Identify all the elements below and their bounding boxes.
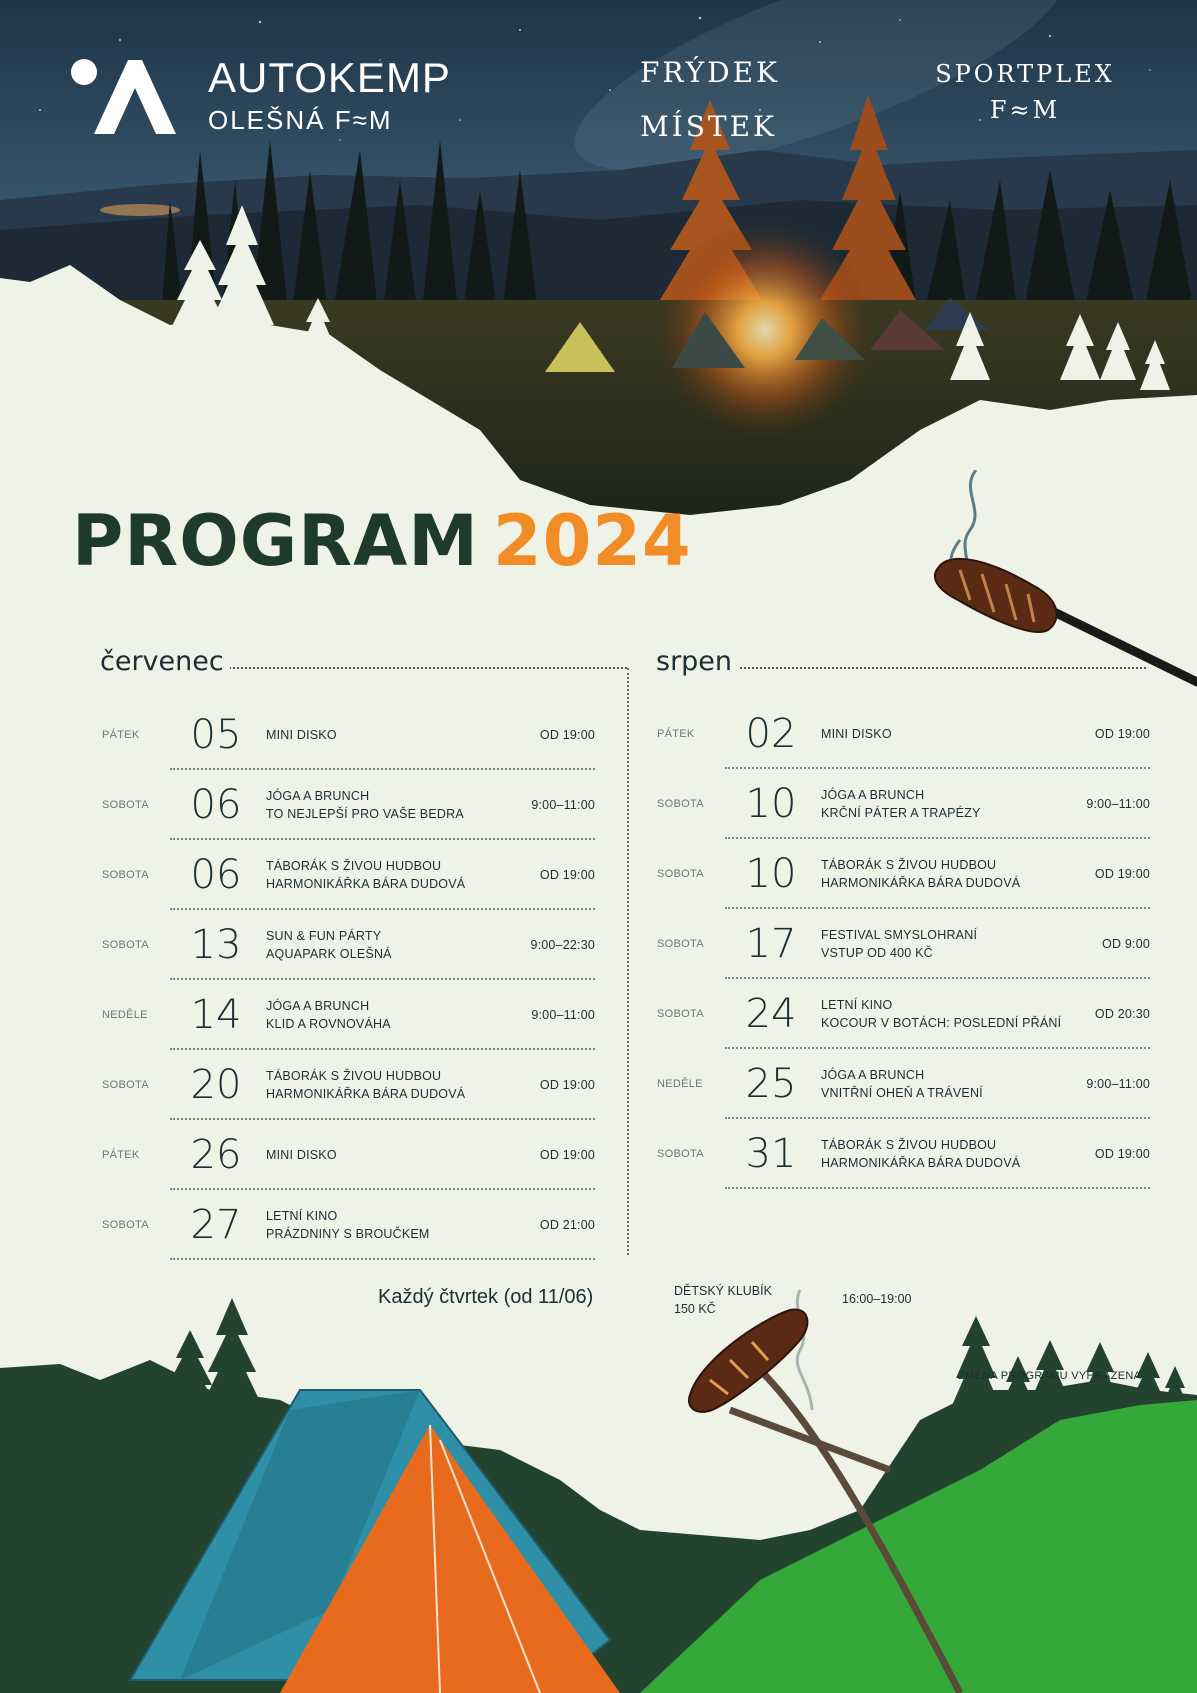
event-subtitle: HARMONIKÁŘKA BÁRA DUDOVÁ bbox=[266, 1087, 466, 1101]
event-title: JÓGA A BRUNCH bbox=[821, 788, 925, 802]
event-title: TÁBORÁK S ŽIVOU HUDBOU bbox=[266, 859, 442, 873]
event-date: 25 bbox=[745, 1061, 797, 1107]
row-separator bbox=[725, 1187, 1150, 1189]
event-date: 05 bbox=[190, 712, 242, 758]
event-title: LETNÍ KINO bbox=[821, 998, 893, 1012]
page-title bbox=[72, 500, 692, 582]
event-description bbox=[821, 856, 1020, 892]
event-time: OD 19:00 bbox=[539, 1078, 595, 1092]
event-date: 06 bbox=[190, 782, 242, 828]
event-row bbox=[102, 980, 595, 1050]
month-july-title: červenec bbox=[100, 646, 230, 677]
event-weekday: SOBOTA bbox=[102, 1219, 149, 1231]
event-title: TÁBORÁK S ŽIVOU HUDBOU bbox=[821, 1138, 997, 1152]
event-subtitle: VSTUP OD 400 KČ bbox=[821, 946, 933, 960]
event-title: SUN & FUN PÁRTY bbox=[266, 929, 382, 943]
event-weekday: NEDĚLE bbox=[657, 1078, 703, 1090]
event-subtitle: PRÁZDNINY S BROUČKEM bbox=[266, 1227, 430, 1241]
event-row bbox=[102, 770, 595, 840]
event-row bbox=[102, 1190, 595, 1260]
hero-photo bbox=[0, 0, 1197, 530]
event-description bbox=[266, 787, 464, 823]
title-year: 2024 bbox=[492, 500, 692, 582]
event-description bbox=[266, 927, 392, 963]
event-weekday: SOBOTA bbox=[102, 939, 149, 951]
brand-subtitle: OLEŠNÁ F≈M bbox=[208, 105, 393, 135]
event-row bbox=[657, 909, 1150, 979]
event-description bbox=[821, 725, 892, 743]
event-weekday: PÁTEK bbox=[102, 1149, 140, 1161]
event-subtitle: KLID A ROVNOVÁHA bbox=[266, 1017, 391, 1031]
event-description bbox=[821, 1136, 1020, 1172]
event-row bbox=[657, 839, 1150, 909]
event-time: 9:00–11:00 bbox=[531, 1008, 595, 1022]
event-subtitle: TO NEJLEPŠÍ PRO VAŠE BEDRA bbox=[266, 807, 464, 821]
event-row bbox=[102, 700, 595, 770]
event-description bbox=[266, 997, 391, 1033]
event-title: JÓGA A BRUNCH bbox=[266, 999, 370, 1013]
event-weekday: SOBOTA bbox=[657, 1008, 704, 1020]
event-time: 9:00–22:30 bbox=[530, 938, 595, 952]
event-weekday: SOBOTA bbox=[657, 798, 704, 810]
event-date: 20 bbox=[190, 1062, 242, 1108]
brand-title: AUTOKEMP bbox=[208, 54, 451, 101]
event-time: 9:00–11:00 bbox=[1086, 1077, 1150, 1091]
event-description bbox=[821, 1066, 983, 1102]
event-date: 10 bbox=[745, 781, 797, 827]
event-time: 9:00–11:00 bbox=[1086, 797, 1150, 811]
event-date: 14 bbox=[190, 992, 242, 1038]
event-row bbox=[102, 840, 595, 910]
event-weekday: SOBOTA bbox=[657, 938, 704, 950]
event-time: OD 19:00 bbox=[1094, 867, 1150, 881]
event-description bbox=[266, 726, 337, 744]
partner-line-2: F≈M bbox=[989, 96, 1061, 124]
brand-logo bbox=[70, 56, 451, 136]
weekly-time: 16:00–19:00 bbox=[842, 1292, 912, 1306]
program-change-note: ZMĚNA PROGRAMU VYHRAZENA bbox=[958, 1370, 1142, 1382]
event-weekday: PÁTEK bbox=[102, 729, 140, 741]
event-title: TÁBORÁK S ŽIVOU HUDBOU bbox=[266, 1069, 442, 1083]
event-date: 13 bbox=[190, 922, 242, 968]
city-line-1: FRÝDEK bbox=[640, 56, 780, 89]
tent-logo-icon bbox=[70, 56, 182, 136]
event-title: LETNÍ KINO bbox=[266, 1209, 338, 1223]
event-description bbox=[266, 1067, 465, 1103]
event-title: JÓGA A BRUNCH bbox=[266, 789, 370, 803]
weekly-event-title: DĚTSKÝ KLUBÍK bbox=[674, 1284, 772, 1298]
event-subtitle: HARMONIKÁŘKA BÁRA DUDOVÁ bbox=[821, 876, 1021, 890]
event-subtitle: KRČNÍ PÁTER A TRAPÉZY bbox=[821, 806, 981, 820]
event-date: 31 bbox=[745, 1131, 797, 1177]
month-august-title: srpen bbox=[656, 646, 738, 677]
event-time: OD 19:00 bbox=[539, 868, 595, 882]
event-row bbox=[102, 910, 595, 980]
event-time: OD 19:00 bbox=[539, 1148, 595, 1162]
city-line-2: MÍSTEK bbox=[640, 110, 777, 143]
event-row bbox=[657, 1049, 1150, 1119]
event-weekday: SOBOTA bbox=[657, 868, 704, 880]
event-description bbox=[266, 1207, 430, 1243]
event-row bbox=[102, 1050, 595, 1120]
partner-line-1: SPORTPLEX bbox=[935, 60, 1115, 88]
event-title: MINI DISKO bbox=[266, 728, 337, 742]
event-description bbox=[821, 926, 977, 962]
event-description bbox=[266, 1146, 337, 1164]
event-subtitle: KOCOUR V BOTÁCH: POSLEDNÍ PŘÁNÍ bbox=[821, 1016, 1062, 1030]
weekly-event-price: 150 KČ bbox=[674, 1302, 716, 1316]
partner-logo bbox=[930, 56, 1120, 128]
event-weekday: SOBOTA bbox=[102, 1079, 149, 1091]
event-date: 02 bbox=[745, 711, 797, 757]
event-subtitle: HARMONIKÁŘKA BÁRA DUDOVÁ bbox=[266, 877, 466, 891]
event-weekday: SOBOTA bbox=[102, 799, 149, 811]
title-word: PROGRAM bbox=[72, 500, 479, 582]
event-date: 27 bbox=[190, 1202, 242, 1248]
event-title: JÓGA A BRUNCH bbox=[821, 1068, 925, 1082]
event-time: OD 19:00 bbox=[1094, 1147, 1150, 1161]
event-subtitle: HARMONIKÁŘKA BÁRA DUDOVÁ bbox=[821, 1156, 1021, 1170]
event-time: 9:00–11:00 bbox=[531, 798, 595, 812]
event-row bbox=[657, 979, 1150, 1049]
event-date: 26 bbox=[190, 1132, 242, 1178]
row-separator bbox=[170, 1258, 595, 1260]
event-subtitle: VNITŘNÍ OHEŇ A TRÁVENÍ bbox=[821, 1086, 983, 1100]
event-row bbox=[657, 1119, 1150, 1189]
event-time: OD 9:00 bbox=[1102, 937, 1150, 951]
event-time: OD 19:00 bbox=[1094, 727, 1150, 741]
event-row bbox=[657, 769, 1150, 839]
event-date: 17 bbox=[745, 921, 797, 967]
event-title: MINI DISKO bbox=[266, 1148, 337, 1162]
event-row bbox=[657, 699, 1150, 769]
event-date: 06 bbox=[190, 852, 242, 898]
event-title: MINI DISKO bbox=[821, 727, 892, 741]
forest-tent-illustration bbox=[0, 1280, 1197, 1693]
column-divider bbox=[627, 668, 629, 1255]
event-subtitle: AQUAPARK OLEŠNÁ bbox=[266, 947, 392, 961]
event-weekday: SOBOTA bbox=[102, 869, 149, 881]
sausage-on-stick-icon bbox=[930, 470, 1197, 700]
event-time: OD 20:30 bbox=[1094, 1007, 1150, 1021]
event-description bbox=[821, 996, 1061, 1032]
event-time: OD 21:00 bbox=[539, 1218, 595, 1232]
weekly-label: Každý čtvrtek (od 11/06) bbox=[378, 1286, 594, 1308]
event-weekday: PÁTEK bbox=[657, 728, 695, 740]
event-time: OD 19:00 bbox=[539, 728, 595, 742]
event-weekday: NEDĚLE bbox=[102, 1009, 148, 1021]
event-weekday: SOBOTA bbox=[657, 1148, 704, 1160]
event-title: FESTIVAL SMYSLOHRANÍ bbox=[821, 928, 978, 942]
event-date: 24 bbox=[745, 991, 797, 1037]
event-date: 10 bbox=[745, 851, 797, 897]
city-name bbox=[640, 46, 780, 154]
event-title: TÁBORÁK S ŽIVOU HUDBOU bbox=[821, 858, 997, 872]
event-description bbox=[821, 786, 981, 822]
event-description bbox=[266, 857, 465, 893]
event-row bbox=[102, 1120, 595, 1190]
